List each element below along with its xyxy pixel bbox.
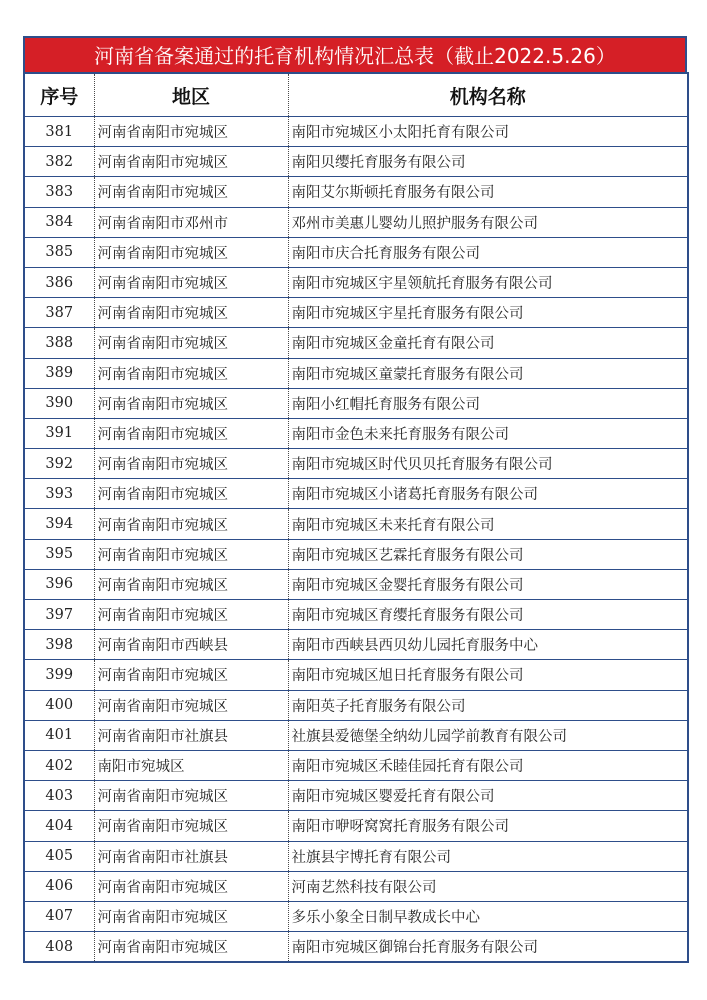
table-row: [24, 298, 688, 328]
cell-institution-name: 南阳艾尔斯顿托育服务有限公司: [288, 177, 688, 207]
cell-region: 河南省南阳市宛城区: [94, 147, 288, 177]
cell-institution-name: 南阳市宛城区育缨托育服务有限公司: [288, 600, 688, 630]
cell-serial-number: 407: [24, 901, 94, 931]
cell-institution-name: 邓州市美惠儿婴幼儿照护服务有限公司: [288, 207, 688, 237]
institution-table: [23, 72, 689, 963]
cell-serial-number: 406: [24, 871, 94, 901]
cell-serial-number: 408: [45, 938, 74, 955]
table-row: [24, 207, 688, 237]
cell-institution-name: 社旗县宇博托育有限公司: [288, 841, 688, 871]
cell-serial-number: 383: [24, 177, 94, 207]
cell-region: 河南省南阳市宛城区: [94, 600, 288, 630]
cell-serial-number: 399: [24, 660, 94, 690]
cell-institution-name: 南阳市宛城区宇星领航托育服务有限公司: [288, 267, 688, 297]
cell-institution-name: 南阳英子托育服务有限公司: [288, 690, 688, 720]
cell-serial-number: 397: [24, 600, 94, 630]
cell-region: 河南省南阳市宛城区: [94, 237, 288, 267]
cell-region: 河南省南阳市宛城区: [94, 509, 288, 539]
table-row: [24, 418, 688, 448]
table-row: [24, 841, 688, 871]
cell-serial-number: 386: [24, 267, 94, 297]
cell-serial-number: 391: [24, 418, 94, 448]
cell-institution-name: 南阳市宛城区婴爱托育有限公司: [288, 781, 688, 811]
cell-serial-number: 392: [24, 449, 94, 479]
table-row: [24, 358, 688, 388]
cell-region: 河南省南阳市社旗县: [94, 841, 288, 871]
cell-serial-number: 402: [24, 750, 94, 780]
cell-institution-name: 多乐小象全日制早教成长中心: [288, 901, 688, 931]
cell-region: 河南省南阳市社旗县: [94, 720, 288, 750]
cell-institution-name: 南阳市宛城区金婴托育服务有限公司: [288, 569, 688, 599]
cell-institution-name: 南阳市宛城区小诸葛托育服务有限公司: [288, 479, 688, 509]
cell-region: 河南省南阳市宛城区: [94, 479, 288, 509]
cell-region: 河南省南阳市宛城区: [94, 418, 288, 448]
table-row: [24, 539, 688, 569]
cell-serial-number: 381: [24, 117, 94, 147]
table-row: [24, 750, 688, 780]
cell-serial-number: 396: [24, 569, 94, 599]
cell-region: 河南省南阳市宛城区: [94, 539, 288, 569]
cell-institution-name: 河南艺然科技有限公司: [288, 871, 688, 901]
cell-serial-number: 405: [24, 841, 94, 871]
cell-region: 河南省南阳市宛城区: [94, 267, 288, 297]
header-region: 地区: [94, 73, 288, 117]
cell-region: 河南省南阳市西峡县: [94, 630, 288, 660]
cell-institution-name: 南阳市宛城区未来托育有限公司: [288, 509, 688, 539]
cell-region: 河南省南阳市宛城区: [94, 358, 288, 388]
cell-institution-name: 南阳市宛城区小太阳托育有限公司: [288, 117, 688, 147]
cell-region: 河南省南阳市宛城区: [94, 932, 288, 963]
cell-serial-number: 387: [24, 298, 94, 328]
cell-region: 河南省南阳市宛城区: [94, 298, 288, 328]
cell-region: 河南省南阳市宛城区: [94, 177, 288, 207]
table-row: [24, 660, 688, 690]
table-row: [24, 781, 688, 811]
cell-institution-name: 南阳市金色未来托育服务有限公司: [288, 418, 688, 448]
cell-serial-number: 404: [24, 811, 94, 841]
cell-region: 南阳市宛城区: [94, 750, 288, 780]
cell-region: 河南省南阳市宛城区: [94, 690, 288, 720]
cell-institution-name: 南阳市宛城区时代贝贝托育服务有限公司: [288, 449, 688, 479]
cell-institution-name: 南阳市宛城区宇星托育服务有限公司: [288, 298, 688, 328]
table-row: [24, 932, 688, 963]
table-body: [24, 117, 688, 963]
cell-serial-number: 382: [24, 147, 94, 177]
cell-serial-number: 388: [24, 328, 94, 358]
cell-institution-name: 南阳市西峡县西贝幼儿园托育服务中心: [288, 630, 688, 660]
cell-serial-number: 384: [24, 207, 94, 237]
header-row: [24, 73, 688, 117]
header-institution-name: 机构名称: [288, 73, 688, 117]
table-row: [24, 569, 688, 599]
cell-serial-number: 400: [24, 690, 94, 720]
cell-institution-name: 南阳市宛城区禾睦佳园托育有限公司: [288, 750, 688, 780]
table-row: [24, 449, 688, 479]
cell-region: 河南省南阳市宛城区: [94, 388, 288, 418]
table-row: [24, 871, 688, 901]
cell-region: 河南省南阳市宛城区: [94, 449, 288, 479]
table-row: [24, 690, 688, 720]
cell-serial-number: 401: [24, 720, 94, 750]
table-row: [24, 388, 688, 418]
cell-serial-number: 398: [24, 630, 94, 660]
header-serial-number: 序号: [24, 73, 94, 117]
cell-region: 河南省南阳市邓州市: [94, 207, 288, 237]
cell-region: 河南省南阳市宛城区: [94, 811, 288, 841]
cell-region: 河南省南阳市宛城区: [94, 328, 288, 358]
cell-region: 河南省南阳市宛城区: [94, 569, 288, 599]
table-row: [24, 267, 688, 297]
table-row: [24, 720, 688, 750]
cell-institution-name: 南阳贝缨托育服务有限公司: [288, 147, 688, 177]
cell-serial-number: 385: [24, 237, 94, 267]
cell-institution-name: 南阳市咿呀窝窝托育服务有限公司: [288, 811, 688, 841]
table-row: [24, 901, 688, 931]
cell-serial-number: 389: [24, 358, 94, 388]
cell-institution-name: 南阳市宛城区旭日托育服务有限公司: [288, 660, 688, 690]
table-row: [24, 509, 688, 539]
cell-institution-name: 社旗县爱德堡全纳幼儿园学前教育有限公司: [288, 720, 688, 750]
table-row: [24, 147, 688, 177]
table-row: [24, 600, 688, 630]
table-row: [24, 630, 688, 660]
table-row: [24, 479, 688, 509]
cell-serial-number: 403: [24, 781, 94, 811]
table-row: [24, 117, 688, 147]
cell-region: 河南省南阳市宛城区: [94, 781, 288, 811]
cell-institution-name: 南阳市宛城区童蒙托育服务有限公司: [288, 358, 688, 388]
table-row: [24, 811, 688, 841]
table-title: 河南省备案通过的托育机构情况汇总表（截止2022.5.26）: [23, 36, 687, 72]
cell-region: 河南省南阳市宛城区: [94, 901, 288, 931]
cell-serial-number: 393: [24, 479, 94, 509]
cell-institution-name: 南阳市宛城区艺霖托育服务有限公司: [288, 539, 688, 569]
cell-institution-name: 南阳市庆合托育服务有限公司: [288, 237, 688, 267]
table-row: [24, 237, 688, 267]
cell-institution-name: 南阳小红帽托育服务有限公司: [288, 388, 688, 418]
cell-region: 河南省南阳市宛城区: [94, 660, 288, 690]
table-row: [24, 328, 688, 358]
cell-serial-number: 395: [24, 539, 94, 569]
cell-region: 河南省南阳市宛城区: [94, 871, 288, 901]
summary-sheet: [23, 36, 687, 963]
table-row: [24, 177, 688, 207]
cell-institution-name: 南阳市宛城区金童托育有限公司: [288, 328, 688, 358]
cell-serial-number: 390: [24, 388, 94, 418]
cell-institution-name: 南阳市宛城区御锦台托育服务有限公司: [288, 932, 688, 963]
cell-region: 河南省南阳市宛城区: [94, 117, 288, 147]
cell-serial-number: 394: [24, 509, 94, 539]
